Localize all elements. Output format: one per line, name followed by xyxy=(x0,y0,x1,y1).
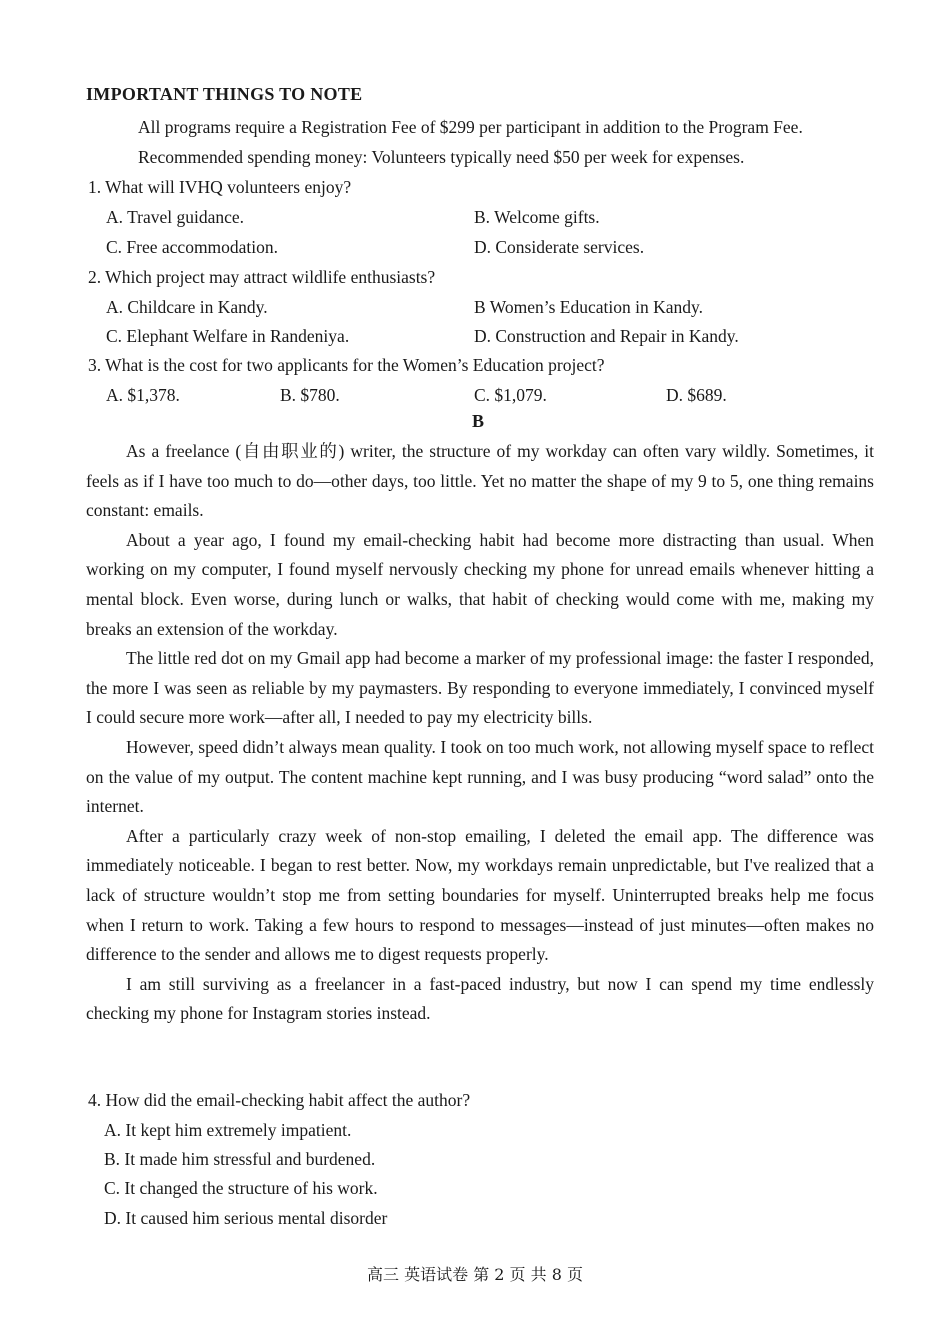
section-b-title: B xyxy=(472,411,485,431)
q3-option-a: A. $1,378. xyxy=(106,385,180,405)
note-spending-money: Recommended spending money: Volunteers typically need $50 per week for expenses. xyxy=(138,147,745,167)
question-4-stem: 4. How did the email-checking habit affect the author? xyxy=(88,1090,471,1110)
question-1-stem: 1. What will IVHQ volunteers enjoy? xyxy=(88,177,352,197)
passage-paragraph-4: However, speed didn’t always mean quality. I took on too much work, not allowing myself space to reflect on the value of my output. The content machine kept running, and I was busy producing “word salad” onto the internet. xyxy=(86,736,874,817)
note-registration-fee: All programs require a Registration Fee of $299 per participant in addition to the Program Fee. xyxy=(138,117,803,137)
passage-paragraph-3: The little red dot on my Gmail app had become a marker of my professional image: the faster I responded, the more I was seen as reliable by my paymasters. By responding to everyone immediately, I convinced myself I could secure more work—after all, I needed to pay my electricity bills. xyxy=(86,648,874,728)
q1-option-b: B. Welcome gifts. xyxy=(474,207,600,227)
q2-option-b: B Women’s Education in Kandy. xyxy=(474,297,703,317)
q2-option-d: D. Construction and Repair in Kandy. xyxy=(474,326,739,346)
page-footer: 高三 英语试卷 第 2 页 共 8 页 xyxy=(367,1265,583,1284)
q4-option-d: D. It caused him serious mental disorder xyxy=(104,1208,388,1228)
q4-option-a: A. It kept him extremely impatient. xyxy=(104,1120,352,1140)
q1-option-a: A. Travel guidance. xyxy=(106,207,245,227)
q3-option-d: D. $689. xyxy=(666,385,727,405)
q2-option-c: C. Elephant Welfare in Randeniya. xyxy=(106,326,350,346)
passage-paragraph-1: As a freelance (自由职业的) writer, the structure of my workday can often vary wildly. Sometimes, it feels as if I have too much to do—other days, too little. Yet no matter the shape of my 9 to 5, one thing remains constant: emails. xyxy=(86,441,874,521)
q1-option-c: C. Free accommodation. xyxy=(106,237,279,257)
passage-paragraph-6: I am still surviving as a freelancer in a fast-paced industry, but now I can spend my time endlessly checking my phone for Instagram stories instead. xyxy=(86,973,874,1024)
question-3-stem: 3. What is the cost for two applicants for the Women’s Education project? xyxy=(88,355,605,375)
section-heading: IMPORTANT THINGS TO NOTE xyxy=(86,84,363,104)
passage-paragraph-2: About a year ago, I found my email-checking habit had become more distracting than usual. When working on my computer, I found myself nervously checking my phone for unread emails whenever hitting a mental block. Even worse, during lunch or walks, that habit of checking would come with me, making my breaks an extension of the workday. xyxy=(86,529,874,639)
question-2-stem: 2. Which project may attract wildlife enthusiasts? xyxy=(88,267,436,287)
q2-option-a: A. Childcare in Kandy. xyxy=(106,297,268,317)
q4-option-b: B. It made him stressful and burdened. xyxy=(104,1149,376,1169)
passage-paragraph-5: After a particularly crazy week of non-stop emailing, I deleted the email app. The difference was immediately noticeable. I began to rest better. Now, my workdays remain unpredictable, but I've realized that a lack of structure wouldn’t stop me from setting boundaries for myself. Uninterrupted breaks help me focus when I return to work. Taking a few hours to respond to messages—instead of just minutes—often makes no difference to the sender and allows me to digest requests properly. xyxy=(86,825,874,965)
q4-option-c: C. It changed the structure of his work. xyxy=(104,1178,378,1198)
q3-option-c: C. $1,079. xyxy=(474,385,547,405)
q3-option-b: B. $780. xyxy=(280,385,340,405)
q1-option-d: D. Considerate services. xyxy=(474,237,645,257)
reading-passage xyxy=(86,437,874,1029)
